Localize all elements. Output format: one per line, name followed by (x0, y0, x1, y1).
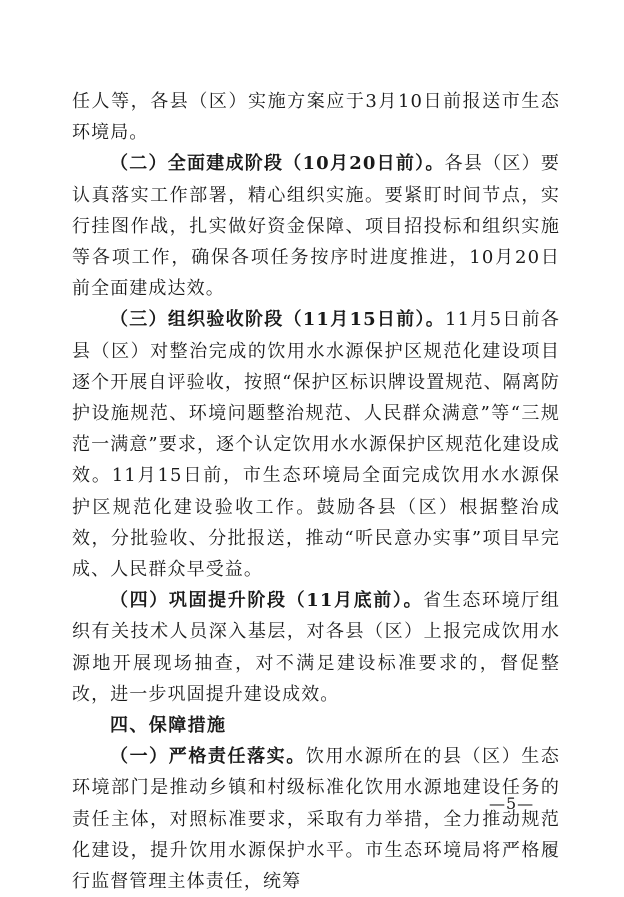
stage-4-body: 省生态环境厅组织有关技术人员深入基层，对各县（区）上报完成饮用水源地开展现场抽查，对不满足建设标准要求的，督促整改，进一步巩固提升建设成效。 (72, 590, 561, 705)
stage-3-heading: （三）组织验收阶段（11月15日前）。 (110, 309, 446, 331)
page-number: —5— (489, 794, 535, 813)
stage-3-body: 11月5日前各县（区）对整治完成的饮用水水源保护区规范化建设项目逐个开展自评验收，按照“保护区标识牌设置规范、隔离防护设施规范、环境问题整治规范、人民群众满意”等“三规范一满意”要求，逐个认定饮用水水源保护区规范化建设成效。11月15日前，市生态环境局全面完成饮用水水源保护区规范化建设验收工作。鼓励各县（区）根据整治成效，分批验收、分批报送，推动“听民意办实事”项目早完成、人民群众早受益。 (72, 309, 560, 581)
paragraph-measure-1 (72, 741, 560, 897)
section-heading: 四、保障措施 (110, 715, 227, 737)
stage-2-heading: （二）全面建成阶段（10月20日前）。 (110, 153, 445, 175)
paragraph-stage-4 (72, 585, 560, 710)
stage-2-body: 各县（区）要认真落实工作部署，精心组织实施。要紧盯时间节点，实行挂图作战，扎实做好资金保障、项目招投标和组织实施等各项工作，确保各项任务按序时进度推进，10月20日前全面建成达效。 (72, 153, 560, 300)
measure-1-heading: （一）严格责任落实。 (110, 746, 306, 768)
paragraph-stage-3 (72, 304, 560, 585)
document-body (72, 86, 560, 897)
measure-1-body: 饮用水源所在的县（区）生态环境部门是推动乡镇和村级标准化饮用水源地建设任务的责任主体，对照标准要求，采取有力举措，全力推动规范化建设，提升饮用水源保护水平。市生态环境局将严格履行监督管理主体责任，统筹 (72, 746, 560, 893)
stage-4-heading: （四）巩固提升阶段（11月底前）。 (110, 590, 424, 612)
paragraph-stage-2 (72, 148, 560, 304)
paragraph-continuation: 任人等，各县（区）实施方案应于3月10日前报送市生态环境局。 (72, 91, 560, 144)
